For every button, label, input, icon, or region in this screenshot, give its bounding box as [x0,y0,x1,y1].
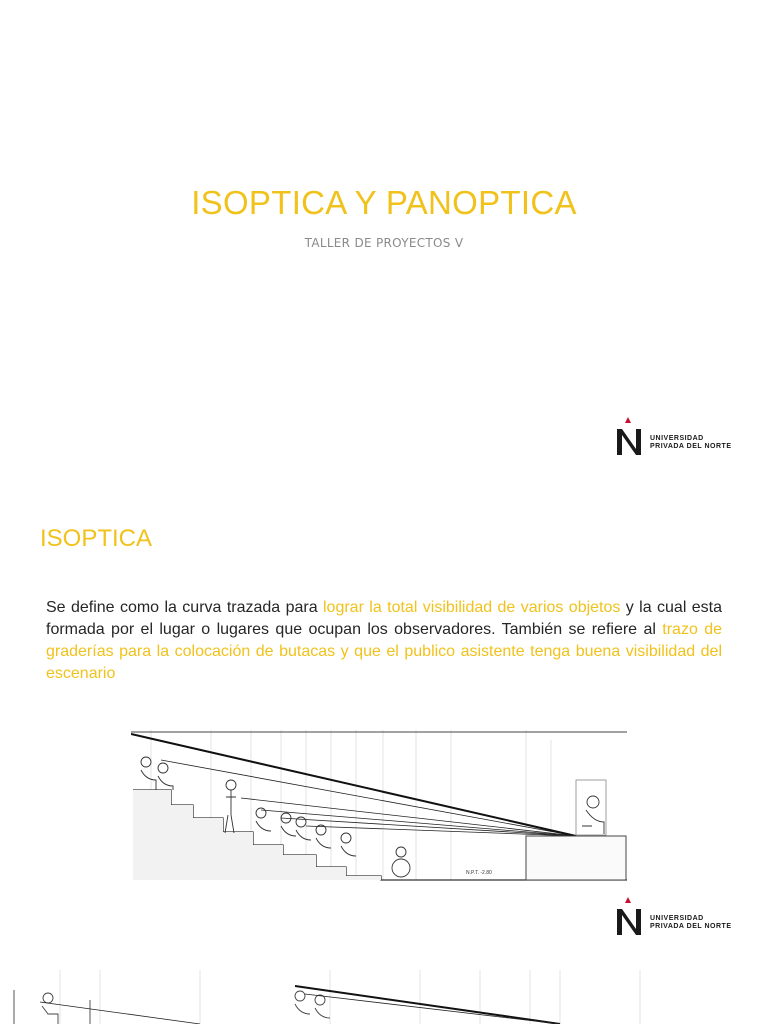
section-drawings-partial [0,970,768,1024]
slide-subtitle: TALLER DE PROYECTOS V [304,236,464,250]
logo-line-2: PRIVADA DEL NORTE [650,443,732,450]
isoptic-section-drawing [131,730,627,884]
logo-line-1: UNIVERSIDAD [650,435,704,442]
level-label: N.P.T. -2.80 [466,870,492,876]
definition-paragraph [46,597,722,685]
paragraph-highlight-1: lograr la total visibilidad de varios objetos [323,599,621,616]
paragraph-text-1: Se define como la curva trazada para [46,599,323,616]
paragraph-highlight-2: trazo de graderías para la colocación de butacas y que el publico asistente tenga buena visibilidad del escenario [46,621,722,682]
section-heading: ISOPTICA [40,525,153,552]
university-logo [612,895,752,945]
upn-n-icon [612,895,648,941]
paragraph-text-2: y la cual esta formada por el lugar o lugares que ocupan los observadores. También se refiere al [46,599,723,638]
upn-n-icon [612,415,648,461]
partial-slide [0,960,768,1024]
content-slide [0,490,768,960]
university-logo [612,415,752,465]
title-slide [0,0,768,490]
logo-line-2: PRIVADA DEL NORTE [650,923,732,930]
slide-title: ISOPTICA Y PANOPTICA [191,184,577,221]
logo-line-1: UNIVERSIDAD [650,915,704,922]
